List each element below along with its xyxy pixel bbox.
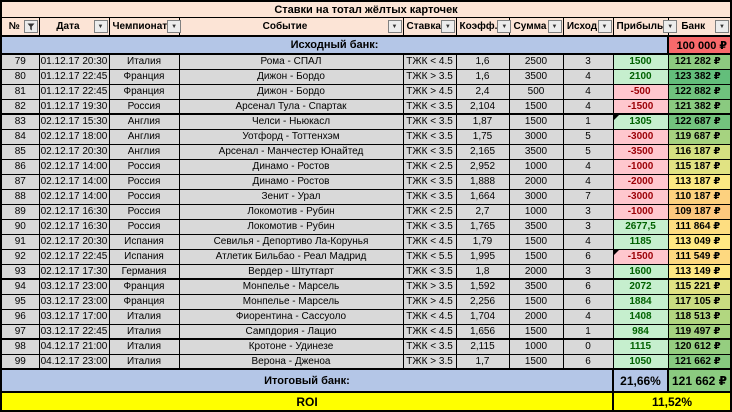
profit-cell[interactable]: 1408 (613, 309, 668, 324)
event-cell[interactable]: Челси - Ньюкасл (179, 114, 403, 129)
column-header-date[interactable] (39, 18, 109, 37)
stake-cell[interactable]: 3000 (509, 189, 563, 204)
event-cell[interactable]: Зенит - Урал (179, 189, 403, 204)
bet-row (1, 144, 731, 159)
bet-row (1, 264, 731, 279)
bet-type-cell[interactable]: ТЖК < 3.5 (403, 339, 456, 354)
bet-row (1, 294, 731, 309)
column-header-label: Событие (262, 21, 308, 32)
column-header-event[interactable] (179, 18, 403, 37)
bet-type-cell[interactable]: ТЖК < 3.5 (403, 264, 456, 279)
odds-cell[interactable]: 1,888 (456, 174, 509, 189)
profit-cell[interactable]: 1185 (613, 234, 668, 249)
outcome-cell[interactable]: 1 (563, 324, 613, 339)
row-number-cell[interactable]: 88 (1, 189, 39, 204)
stake-cell[interactable]: 1500 (509, 114, 563, 129)
bet-type-cell[interactable]: ТЖК < 3.5 (403, 144, 456, 159)
odds-cell[interactable]: 1,8 (456, 264, 509, 279)
profit-cell[interactable]: -2000 (613, 174, 668, 189)
row-number-cell[interactable]: 83 (1, 114, 39, 129)
odds-cell[interactable]: 1,592 (456, 279, 509, 294)
column-header-label: № (8, 21, 20, 32)
odds-cell[interactable]: 2,104 (456, 99, 509, 114)
filter-dropdown-icon[interactable]: ▼ (167, 20, 181, 33)
row-number-cell[interactable]: 91 (1, 234, 39, 249)
bet-type-cell[interactable]: ТЖК < 2.5 (403, 204, 456, 219)
row-number-cell[interactable]: 95 (1, 294, 39, 309)
profit-cell[interactable]: 2100 (613, 69, 668, 84)
column-header-odds[interactable] (456, 18, 509, 37)
date-cell[interactable]: 03.12.17 22:45 (39, 324, 109, 339)
event-cell[interactable]: Дижон - Бордо (179, 84, 403, 99)
bet-type-cell[interactable]: ТЖК < 5.5 (403, 249, 456, 264)
filter-dropdown-icon[interactable]: ▼ (663, 20, 677, 33)
championship-cell[interactable]: Россия (109, 219, 179, 234)
outcome-cell[interactable]: 6 (563, 354, 613, 369)
bet-type-cell[interactable]: ТЖК > 3.5 (403, 279, 456, 294)
column-header-bank[interactable] (668, 18, 731, 37)
stake-cell[interactable]: 1500 (509, 99, 563, 114)
event-cell[interactable]: Локомотив - Рубин (179, 204, 403, 219)
odds-cell[interactable]: 1,995 (456, 249, 509, 264)
date-cell[interactable]: 01.12.17 22:45 (40, 86, 108, 97)
bank-cell[interactable]: 109 187 ₽ (668, 204, 731, 219)
bank-cell[interactable]: 111 549 ₽ (668, 249, 731, 264)
date-cell[interactable]: 02.12.17 14:00 (40, 191, 108, 202)
date-cell[interactable]: 01.12.17 22:45 (40, 71, 108, 82)
bank-cell[interactable]: 121 382 ₽ (668, 99, 731, 114)
outcome-cell[interactable]: 4 (563, 99, 613, 114)
initial-bank-value[interactable]: 100 000 ₽ (668, 36, 731, 54)
outcome-cell[interactable]: 4 (563, 234, 613, 249)
bank-cell[interactable]: 116 187 ₽ (668, 144, 731, 159)
bet-row (1, 189, 731, 204)
odds-cell[interactable]: 1,6 (456, 54, 509, 69)
column-header-league[interactable] (109, 18, 179, 37)
championship-cell[interactable]: Россия (109, 174, 179, 189)
profit-cell[interactable]: 1600 (613, 264, 668, 279)
column-header-num[interactable] (1, 18, 39, 37)
stake-cell[interactable]: 2000 (509, 309, 563, 324)
filter-applied-icon[interactable] (24, 20, 38, 33)
bank-cell[interactable]: 110 187 ₽ (668, 189, 731, 204)
championship-cell[interactable]: Франция (109, 294, 179, 309)
column-header-label: Дата (56, 21, 80, 32)
bank-cell[interactable]: 117 105 ₽ (668, 294, 731, 309)
bet-row (1, 99, 731, 114)
date-cell[interactable]: 03.12.17 23:00 (40, 296, 108, 307)
bank-cell[interactable]: 118 513 ₽ (668, 309, 731, 324)
odds-cell[interactable]: 1,656 (456, 324, 509, 339)
row-number-cell[interactable]: 97 (1, 324, 39, 339)
bet-type-cell[interactable]: ТЖК < 4.5 (403, 54, 456, 69)
odds-cell[interactable]: 1,664 (456, 189, 509, 204)
championship-cell[interactable]: Франция (109, 69, 179, 84)
bet-type-cell[interactable]: ТЖК > 4.5 (403, 294, 456, 309)
date-cell[interactable]: 02.12.17 15:30 (39, 114, 109, 129)
bank-cell[interactable]: 115 187 ₽ (668, 159, 731, 174)
championship-cell[interactable]: Франция (109, 84, 179, 99)
bank-cell[interactable]: 113 149 ₽ (668, 264, 731, 279)
event-cell[interactable]: Уотфорд - Тоттенхэм (179, 129, 403, 144)
column-header-profit[interactable] (613, 18, 674, 37)
stake-cell[interactable]: 1500 (509, 234, 563, 249)
championship-cell[interactable]: Англия (109, 144, 179, 159)
odds-cell[interactable]: 1,7 (456, 354, 509, 369)
stake-cell[interactable]: 1500 (509, 324, 563, 339)
profit-cell[interactable]: -1000 (613, 159, 668, 174)
outcome-cell[interactable]: 5 (563, 129, 613, 144)
profit-cell[interactable]: -3000 (613, 189, 668, 204)
profit-cell[interactable]: -500 (613, 84, 668, 99)
championship-cell[interactable]: Италия (109, 324, 179, 339)
bank-cell[interactable]: 121 282 ₽ (668, 54, 731, 69)
championship-cell[interactable]: Германия (109, 264, 179, 279)
bank-cell[interactable]: 123 382 ₽ (668, 69, 731, 84)
filter-dropdown-icon[interactable]: ▼ (388, 20, 402, 33)
row-number-cell[interactable]: 89 (1, 204, 39, 219)
row-number-cell[interactable]: 81 (1, 84, 39, 99)
column-header-bet[interactable] (403, 18, 456, 37)
date-cell[interactable]: 02.12.17 14:00 (40, 176, 108, 187)
row-number-cell[interactable]: 99 (1, 354, 39, 369)
profit-cell[interactable]: 1305 (613, 114, 668, 129)
stake-cell[interactable]: 3000 (509, 129, 563, 144)
event-cell[interactable]: Арсенал - Манчестер Юнайтед (179, 144, 403, 159)
bet-row (1, 69, 731, 84)
bet-type-cell[interactable]: ТЖК > 3.5 (403, 354, 456, 369)
odds-cell[interactable]: 1,87 (456, 114, 509, 129)
outcome-cell[interactable]: 6 (563, 279, 613, 294)
date-cell[interactable]: 04.12.17 21:00 (39, 339, 109, 354)
date-cell[interactable]: 03.12.17 17:00 (40, 311, 108, 322)
odds-cell[interactable]: 1,6 (456, 69, 509, 84)
championship-cell[interactable]: Италия (109, 354, 179, 369)
date-cell[interactable]: 01.12.17 20:30 (39, 54, 109, 69)
championship-cell[interactable]: Россия (109, 159, 179, 174)
outcome-cell[interactable]: 4 (563, 159, 613, 174)
profit-cell[interactable]: 1500 (613, 54, 668, 69)
row-number-cell[interactable]: 98 (1, 339, 39, 354)
bet-row (1, 204, 731, 219)
row-number-cell[interactable]: 87 (1, 174, 39, 189)
column-header-label: Банк (681, 21, 706, 32)
outcome-cell[interactable]: 5 (563, 144, 613, 159)
stake-cell[interactable]: 1500 (509, 354, 563, 369)
stake-cell[interactable]: 3500 (509, 144, 563, 159)
bet-row (1, 54, 731, 69)
filter-dropdown-icon[interactable]: ▼ (598, 20, 612, 33)
bet-type-cell[interactable]: ТЖК < 3.5 (403, 114, 456, 129)
column-header-label: Ставка (406, 21, 441, 32)
event-cell[interactable]: Монпелье - Марсель (179, 294, 403, 309)
bet-row (1, 249, 731, 264)
column-header-label: Сумма (513, 21, 547, 32)
bet-row (1, 174, 731, 189)
filter-dropdown-icon[interactable]: ▼ (441, 20, 455, 33)
bet-row (1, 114, 731, 129)
event-cell[interactable]: Вердер - Штутгарт (179, 264, 403, 279)
bank-cell[interactable]: 121 662 ₽ (668, 354, 731, 369)
odds-cell[interactable]: 1,765 (456, 219, 509, 234)
filter-dropdown-icon[interactable]: ▼ (715, 20, 729, 33)
profit-cell[interactable]: -3500 (613, 144, 668, 159)
bank-cell[interactable]: 113 049 ₽ (668, 234, 731, 249)
outcome-cell[interactable]: 1 (563, 114, 613, 129)
final-bank-label[interactable]: Итоговый банк: (1, 369, 613, 392)
final-bank-percent[interactable]: 21,66% (613, 369, 668, 392)
bank-cell[interactable]: 122 882 ₽ (668, 84, 731, 99)
odds-cell[interactable]: 1,704 (456, 309, 509, 324)
bet-row (1, 84, 731, 99)
profit-cell[interactable]: -3000 (613, 129, 668, 144)
date-cell[interactable]: 02.12.17 16:30 (40, 221, 108, 232)
bank-cell[interactable]: 115 221 ₽ (668, 279, 731, 294)
odds-cell[interactable]: 1,79 (456, 234, 509, 249)
bank-cell[interactable]: 111 864 ₽ (668, 219, 731, 234)
column-header-label: Прибыль (616, 21, 664, 32)
date-cell[interactable]: 02.12.17 20:30 (40, 146, 108, 157)
row-number-cell[interactable]: 86 (1, 159, 39, 174)
outcome-cell[interactable]: 6 (563, 294, 613, 309)
outcome-cell[interactable]: 3 (563, 264, 613, 279)
event-cell[interactable]: Рома - СПАЛ (179, 54, 403, 69)
profit-cell[interactable]: 1884 (613, 294, 668, 309)
date-cell[interactable]: 03.12.17 23:00 (39, 279, 109, 294)
championship-cell[interactable]: Россия (109, 99, 179, 114)
row-number-cell[interactable]: 80 (1, 69, 39, 84)
bet-row (1, 279, 731, 294)
bank-cell[interactable]: 122 687 ₽ (668, 114, 731, 129)
date-cell[interactable]: 02.12.17 16:30 (40, 206, 108, 217)
bank-cell[interactable]: 120 612 ₽ (668, 339, 731, 354)
date-cell[interactable]: 02.12.17 14:00 (40, 161, 108, 172)
championship-cell[interactable]: Испания (109, 249, 179, 264)
row-number-cell[interactable]: 94 (1, 279, 39, 294)
championship-cell[interactable]: Италия (109, 54, 179, 69)
outcome-cell[interactable]: 4 (563, 69, 613, 84)
bet-row (1, 339, 731, 354)
outcome-cell[interactable]: 7 (563, 189, 613, 204)
stake-cell[interactable]: 500 (509, 84, 563, 99)
bet-type-cell[interactable]: ТЖК < 3.5 (403, 189, 456, 204)
odds-cell[interactable]: 2,165 (456, 144, 509, 159)
profit-cell[interactable]: -1500 (613, 249, 668, 264)
bet-type-cell[interactable]: ТЖК < 2.5 (403, 159, 456, 174)
stake-cell[interactable]: 1000 (509, 339, 563, 354)
date-cell[interactable]: 02.12.17 18:00 (40, 131, 108, 142)
row-number-cell[interactable]: 93 (1, 264, 39, 279)
stake-cell[interactable]: 3500 (509, 219, 563, 234)
event-cell[interactable]: Динамо - Ростов (179, 174, 403, 189)
row-number-cell[interactable]: 96 (1, 309, 39, 324)
bank-cell[interactable]: 119 497 ₽ (668, 324, 731, 339)
stake-cell[interactable]: 1500 (509, 249, 563, 264)
row-number-cell[interactable]: 92 (1, 249, 39, 264)
event-cell[interactable]: Сампдория - Лацио (179, 324, 403, 339)
odds-cell[interactable]: 2,115 (456, 339, 509, 354)
bet-row (1, 309, 731, 324)
outcome-cell[interactable]: 3 (563, 204, 613, 219)
outcome-cell[interactable]: 6 (563, 249, 613, 264)
outcome-cell[interactable]: 4 (563, 309, 613, 324)
event-cell[interactable]: Дижон - Бордо (179, 69, 403, 84)
stake-cell[interactable]: 2000 (509, 174, 563, 189)
championship-cell[interactable]: Италия (109, 309, 179, 324)
bet-row (1, 354, 731, 369)
odds-cell[interactable]: 2,4 (456, 84, 509, 99)
bet-type-cell[interactable]: ТЖК > 3.5 (403, 69, 456, 84)
championship-cell[interactable]: Англия (109, 114, 179, 129)
outcome-cell[interactable]: 3 (563, 219, 613, 234)
row-number-cell[interactable]: 84 (1, 129, 39, 144)
event-cell[interactable]: Монпелье - Марсель (179, 279, 403, 294)
outcome-cell[interactable]: 4 (563, 84, 613, 99)
bet-row (1, 159, 731, 174)
date-cell[interactable]: 02.12.17 20:30 (40, 236, 108, 247)
roi-value[interactable]: 11,52% (613, 392, 731, 411)
column-header-outcome[interactable] (563, 18, 613, 37)
profit-cell[interactable]: 1050 (613, 354, 668, 369)
bank-cell[interactable]: 113 187 ₽ (668, 174, 731, 189)
column-header-stake[interactable] (509, 18, 563, 37)
outcome-cell[interactable]: 4 (563, 174, 613, 189)
profit-cell[interactable]: -1000 (613, 204, 668, 219)
event-cell[interactable]: Севилья - Депортиво Ла-Корунья (179, 234, 403, 249)
event-cell[interactable]: Арсенал Тула - Спартак (179, 99, 403, 114)
profit-cell[interactable]: 984 (613, 324, 668, 339)
bet-row (1, 219, 731, 234)
event-cell[interactable]: Кротоне - Удинезе (179, 339, 403, 354)
row-number-cell[interactable]: 79 (1, 54, 39, 69)
column-header-label: Чемпионат (112, 21, 168, 32)
event-cell[interactable]: Фиорентина - Сассуоло (179, 309, 403, 324)
bet-type-cell[interactable]: ТЖК < 3.5 (403, 129, 456, 144)
outcome-cell[interactable]: 0 (563, 339, 613, 354)
profit-cell[interactable]: 2072 (613, 279, 668, 294)
profit-cell[interactable]: -1500 (613, 99, 668, 114)
profit-cell[interactable]: 1115 (613, 339, 668, 354)
stake-cell[interactable]: 3500 (509, 69, 563, 84)
championship-cell[interactable]: Англия (109, 129, 179, 144)
bet-type-cell[interactable]: ТЖК < 3.5 (403, 99, 456, 114)
row-number-cell[interactable]: 85 (1, 144, 39, 159)
bet-type-cell[interactable]: ТЖК > 4.5 (403, 84, 456, 99)
bet-type-cell[interactable]: ТЖК < 4.5 (403, 234, 456, 249)
stake-cell[interactable]: 3500 (509, 279, 563, 294)
stake-cell[interactable]: 1000 (509, 204, 563, 219)
bet-row (1, 234, 731, 249)
event-cell[interactable]: Атлетик Бильбао - Реал Мадрид (179, 249, 403, 264)
stake-cell[interactable]: 1000 (509, 159, 563, 174)
filter-dropdown-icon[interactable]: ▼ (94, 20, 108, 33)
sheet-title: Ставки на тотал жёлтых карточек (1, 1, 731, 18)
bet-row (1, 129, 731, 144)
profit-cell[interactable]: 2677,5 (613, 219, 668, 234)
event-cell[interactable]: Верона - Дженоа (179, 354, 403, 369)
bet-type-cell[interactable]: ТЖК < 4.5 (403, 309, 456, 324)
row-number-cell[interactable]: 90 (1, 219, 39, 234)
championship-cell[interactable]: Россия (109, 204, 179, 219)
initial-bank-label[interactable]: Исходный банк: (1, 36, 668, 54)
bank-cell[interactable]: 119 687 ₽ (668, 129, 731, 144)
roi-label[interactable]: ROI (1, 392, 613, 411)
stake-cell[interactable]: 2000 (509, 264, 563, 279)
bet-type-cell[interactable]: ТЖК < 3.5 (403, 174, 456, 189)
date-cell[interactable]: 01.12.17 19:30 (39, 99, 109, 114)
odds-cell[interactable]: 1,75 (456, 129, 509, 144)
final-bank-value[interactable]: 121 662 ₽ (668, 369, 731, 392)
date-cell[interactable]: 02.12.17 17:30 (39, 264, 109, 279)
event-cell[interactable]: Динамо - Ростов (179, 159, 403, 174)
bet-type-cell[interactable]: ТЖК < 3.5 (403, 219, 456, 234)
bet-row (1, 324, 731, 339)
outcome-cell[interactable]: 3 (563, 54, 613, 69)
event-cell[interactable]: Локомотив - Рубин (179, 219, 403, 234)
championship-cell[interactable]: Италия (109, 339, 179, 354)
row-number-cell[interactable]: 82 (1, 99, 39, 114)
championship-cell[interactable]: Франция (109, 279, 179, 294)
championship-cell[interactable]: Испания (109, 234, 179, 249)
filter-dropdown-icon[interactable]: ▼ (548, 20, 562, 33)
odds-cell[interactable]: 2,7 (456, 204, 509, 219)
column-header-row (1, 18, 731, 37)
odds-cell[interactable]: 2,256 (456, 294, 509, 309)
column-header-label: Исход (566, 21, 598, 32)
stake-cell[interactable]: 1500 (509, 294, 563, 309)
filter-dropdown-icon[interactable]: ▼ (497, 20, 511, 33)
odds-cell[interactable]: 2,952 (456, 159, 509, 174)
date-cell[interactable]: 02.12.17 22:45 (40, 251, 108, 262)
bet-type-cell[interactable]: ТЖК < 4.5 (403, 324, 456, 339)
date-cell[interactable]: 04.12.17 23:00 (39, 354, 109, 369)
column-header-label: Коэфф. (459, 21, 498, 32)
stake-cell[interactable]: 2500 (509, 54, 563, 69)
championship-cell[interactable]: Россия (109, 189, 179, 204)
